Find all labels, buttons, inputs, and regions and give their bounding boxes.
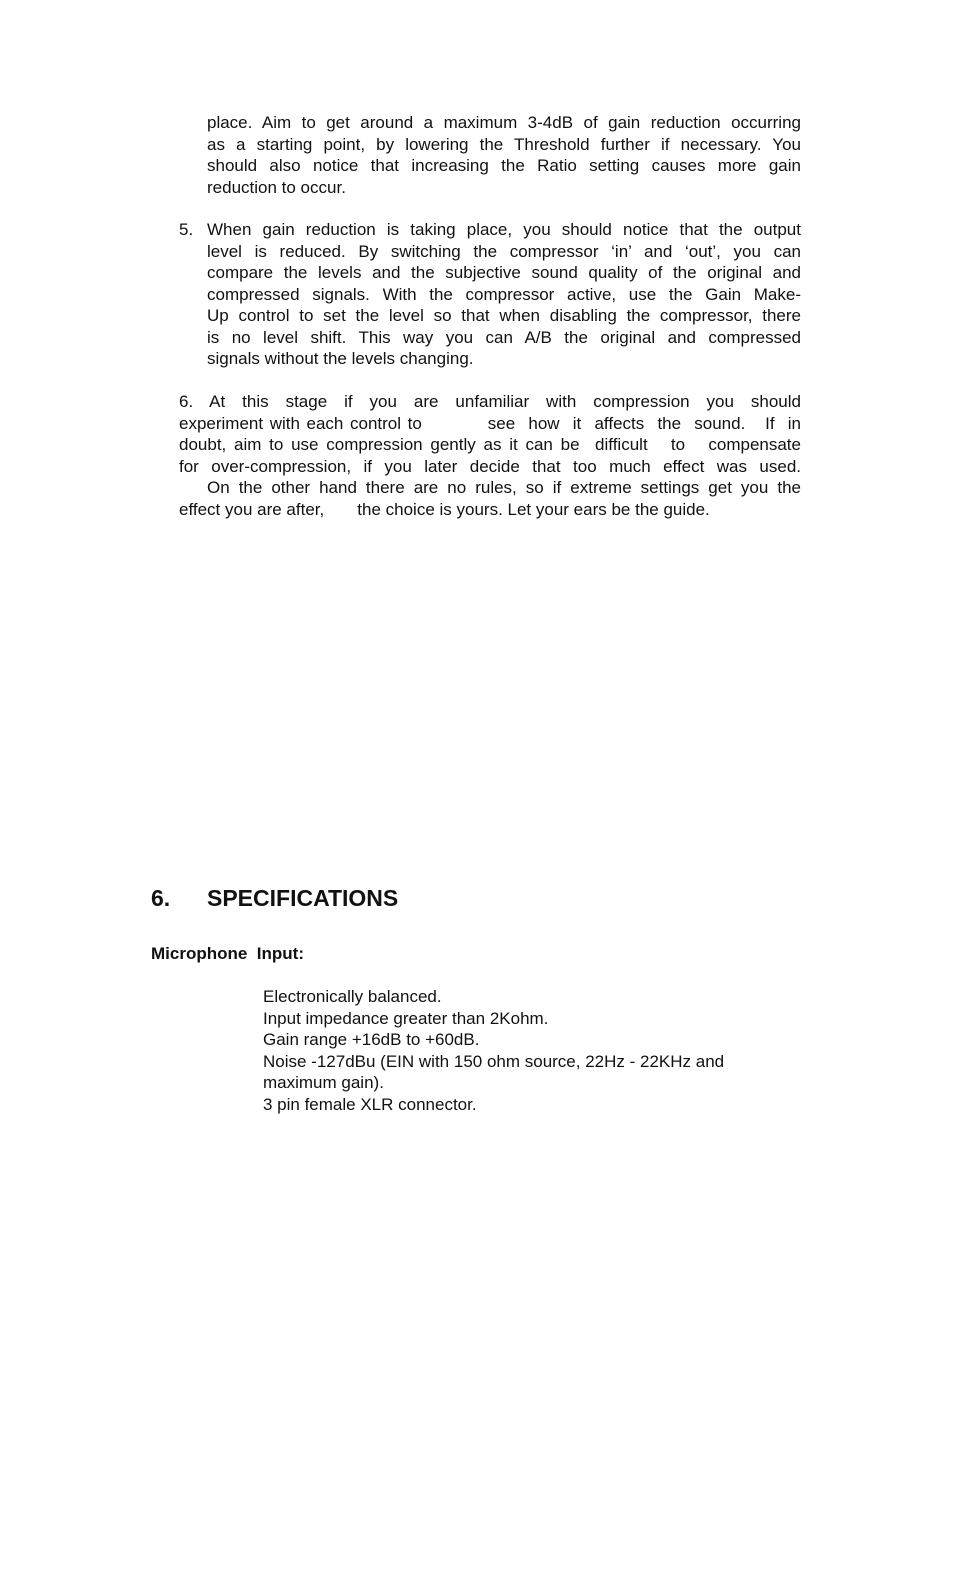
paragraph-line: should also notice that increasing the Ratio setting causes more gain — [207, 156, 801, 175]
paragraph-line: as a starting point, by lowering the Threshold further if necessary. You — [207, 134, 801, 154]
step-5-body — [207, 219, 801, 370]
section-heading — [151, 884, 398, 912]
paragraph-line: signals without the levels changing. — [207, 349, 474, 368]
paragraph-line: 6. At this stage if you are unfamiliar with compression you should — [179, 392, 801, 411]
paragraph-line: compare the levels and the subjective sound quality of the original and — [207, 263, 801, 282]
paragraph-line: On the other hand there are no rules, so if extreme settings get you the — [207, 478, 801, 497]
paragraph-line: level is reduced. By switching the compressor ‘in’ and ‘out’, you can — [207, 241, 801, 261]
paragraph-line: effect you are after, the choice is yours. Let your ears be the guide. — [179, 499, 710, 519]
paragraph-line: place. Aim to get around a maximum 3-4dB of gain reduction occurring — [207, 113, 801, 132]
paragraph-line: When gain reduction is taking place, you should notice that the output — [207, 220, 801, 239]
section-number: 6. — [151, 885, 171, 911]
step-6-paragraph — [179, 391, 801, 520]
paragraph-line: reduction to occur. — [207, 177, 346, 197]
paragraph-line: is no level shift. This way you can A/B the original and compressed — [207, 327, 801, 347]
section-title: SPECIFICATIONS — [207, 885, 399, 911]
paragraph-line: Up control to set the level so that when disabling the compressor, there — [207, 306, 801, 325]
spec-item: 3 pin female XLR connector. — [263, 1094, 477, 1114]
paragraph-line: experiment with each control to see how it affects the sound. If in — [179, 413, 801, 433]
spec-item: Noise -127dBu (EIN with 150 ohm source, 22Hz - 22KHz and — [263, 1051, 725, 1071]
paragraph-line: compressed signals. With the compressor active, use the Gain Make- — [207, 284, 801, 304]
spec-item: Gain range +16dB to +60dB. — [263, 1030, 480, 1049]
microphone-input-spec-list — [263, 986, 803, 1115]
spec-item: Electronically balanced. — [263, 987, 442, 1006]
spec-item: maximum gain). — [263, 1073, 384, 1092]
step-number: 5. — [179, 220, 194, 239]
paragraph-line: for over-compression, if you later decide that too much effect was used. — [179, 456, 801, 476]
microphone-input-heading: Microphone Input: — [151, 944, 304, 963]
continued-step-paragraph — [207, 112, 801, 198]
spec-item: Input impedance greater than 2Kohm. — [263, 1008, 549, 1028]
paragraph-line: doubt, aim to use compression gently as it can be difficult to compensate — [179, 435, 801, 454]
